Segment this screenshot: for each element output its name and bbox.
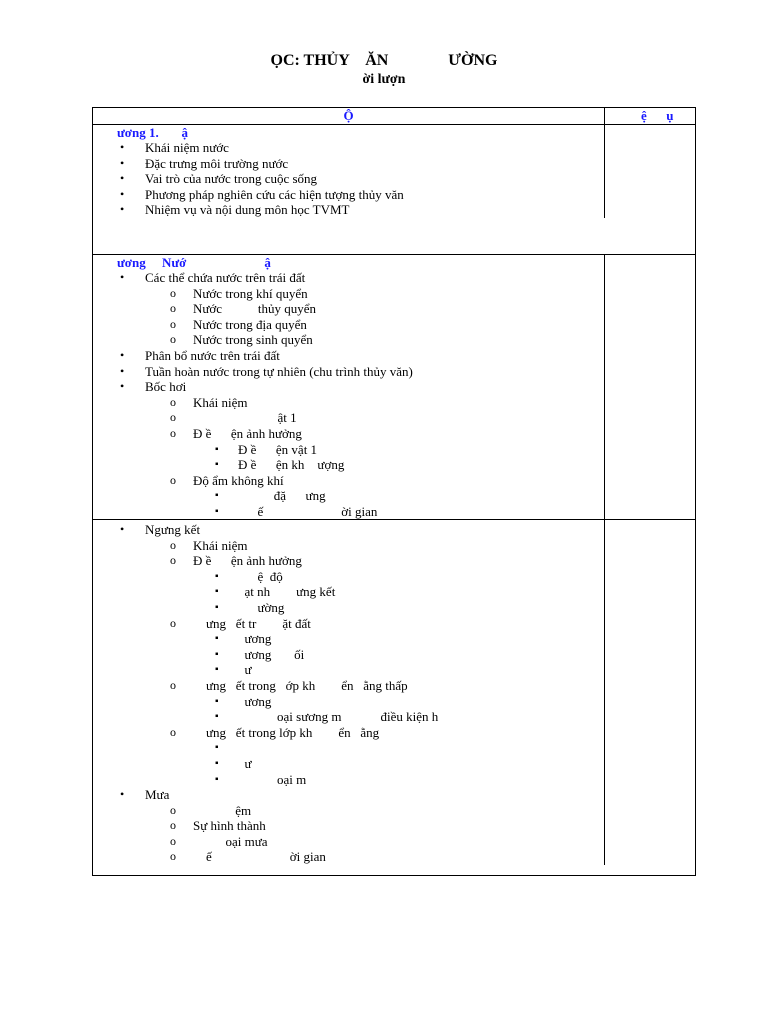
list-item: o ệm [93, 803, 604, 819]
list-item: o ưng ết trong lớp kh ển ằng [93, 725, 604, 741]
section-1-list [93, 140, 604, 218]
list-item: ▪ ế ời gian [93, 504, 604, 520]
list-item: • Đặc trưng môi trường nước [93, 156, 604, 172]
section-1-row [93, 125, 695, 255]
list-item: • Vai trò của nước trong cuộc sống [93, 171, 604, 187]
header-content-cell: Ộ [93, 108, 605, 124]
list-item: o Khái niệm [93, 538, 604, 554]
list-item: o ưng ết trong ớp kh ển ằng thấp [93, 678, 604, 694]
list-item: ▪ ương [93, 694, 604, 710]
list-item: ▪ Đ ề ện vật 1 [93, 442, 604, 458]
list-item: ▪ oại m [93, 772, 604, 788]
list-item: o ật 1 [93, 410, 604, 426]
list-item: ▪ ương ối [93, 647, 604, 663]
list-item: ▪ đặ ưng [93, 488, 604, 504]
list-item [93, 740, 604, 756]
list-item: • Ngưng kết [93, 522, 604, 538]
list-item: ▪ ương [93, 631, 604, 647]
list-item: ▪ ạt nh ưng kết [93, 584, 604, 600]
list-item: o Đ ề ện ảnh hưởng [93, 426, 604, 442]
section-3-content [93, 520, 605, 865]
list-item: • Tuần hoàn nước trong tự nhiên (chu trình thủy văn) [93, 364, 604, 380]
document-title: ỌC: THỦY ĂN ƯỜNG [270, 52, 498, 69]
list-item: o Độ ẩm không khí [93, 473, 604, 489]
list-item: • Phân bổ nước trên trái đất [93, 348, 604, 364]
list-item: o Nước trong sinh quyển [93, 332, 604, 348]
section-3-row [93, 520, 695, 875]
syllabus-table [92, 107, 696, 876]
list-item: o Nước thủy quyển [93, 301, 604, 317]
list-item: o Nước trong địa quyển [93, 317, 604, 333]
section-2-content [93, 255, 605, 520]
section-2-row [93, 255, 695, 520]
section-3-notes-cell [605, 520, 695, 875]
list-item: • Bốc hơi [93, 379, 604, 395]
list-item: o Sự hình thành [93, 818, 604, 834]
header-notes-cell: ệ ụ [641, 108, 674, 123]
document-subtitle: ời lượn [362, 72, 406, 87]
list-item: o ế ời gian [93, 849, 604, 865]
section-1-notes-cell [605, 125, 695, 254]
list-item: ▪ Đ ề ện kh ượng [93, 457, 604, 473]
list-item: ▪ ệ độ [93, 569, 604, 585]
list-item: o Đ ề ện ảnh hưởng [93, 553, 604, 569]
section-2-notes-cell [605, 255, 695, 519]
section-1-content [93, 125, 605, 218]
list-item: ▪ ư [93, 662, 604, 678]
list-item: • Nhiệm vụ và nội dung môn học TVMT [93, 202, 604, 218]
list-item: • Các thể chứa nước trên trái đất [93, 270, 604, 286]
table-header-row [93, 108, 695, 125]
list-item: • Khái niệm nước [93, 140, 604, 156]
section-2-list [93, 270, 604, 520]
list-item: ▪ oại sương m điều kiện h [93, 709, 604, 725]
section-1-heading: ương 1. ậ [117, 125, 188, 140]
section-3-list [93, 522, 604, 865]
list-item: • Phương pháp nghiên cứu các hiện tượng thủy văn [93, 187, 604, 203]
list-item: • Mưa [93, 787, 604, 803]
list-item: ▪ ư [93, 756, 604, 772]
list-item: ▪ ường [93, 600, 604, 616]
section-2-heading: ương Nướ ậ [117, 255, 271, 270]
list-item: o ưng ết tr ặt đất [93, 616, 604, 632]
list-item: o Khái niệm [93, 395, 604, 411]
list-item: o Nước trong khí quyển [93, 286, 604, 302]
list-item: o oại mưa [93, 834, 604, 850]
